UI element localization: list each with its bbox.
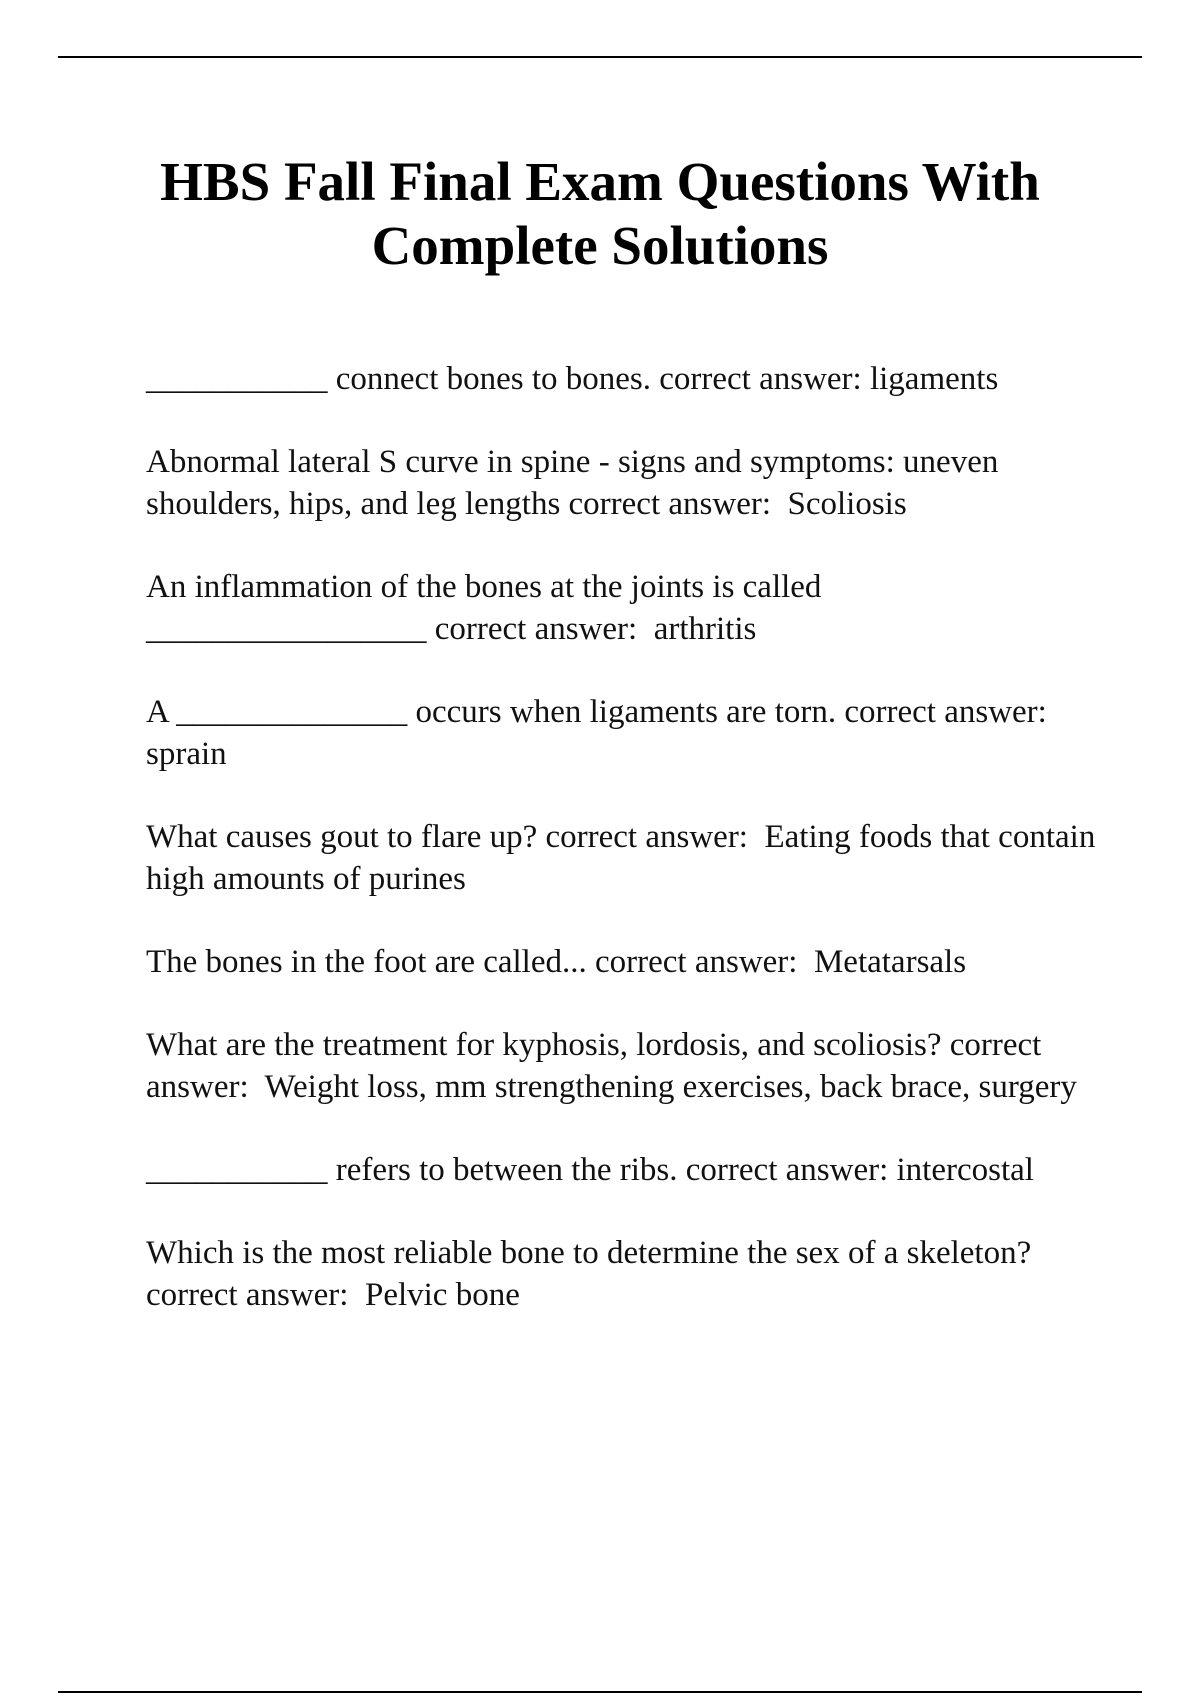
qa-item: What are the treatment for kyphosis, lordosis, and scoliosis? correct answer: Weight loss, mm strengthening exercises, back brace, surgery [146,1027,1077,1105]
header-rule [58,56,1142,58]
footer-rule [58,1691,1142,1693]
qa-list [146,358,1104,1357]
qa-item: ___________ connect bones to bones. correct answer: ligaments [146,361,999,397]
qa-item: Which is the most reliable bone to determine the sex of a skeleton? correct answer: Pelvic bone [146,1235,1040,1313]
qa-item: A ______________ occurs when ligaments are torn. correct answer: sprain [146,694,1064,772]
page-title: HBS Fall Final Exam Questions With Complete Solutions [160,151,1040,276]
qa-item: Abnormal lateral S curve in spine - signs and symptoms: uneven shoulders, hips, and leg lengths correct answer: Scoliosis [146,444,1007,522]
qa-item: An inflammation of the bones at the joints is called _________________ correct answer: arthritis [146,569,830,647]
qa-item: What causes gout to flare up? correct answer: Eating foods that contain high amounts of purines [146,819,1104,897]
qa-item: The bones in the foot are called... correct answer: Metatarsals [146,944,967,980]
qa-item: ___________ refers to between the ribs. correct answer: intercostal [146,1152,1034,1188]
